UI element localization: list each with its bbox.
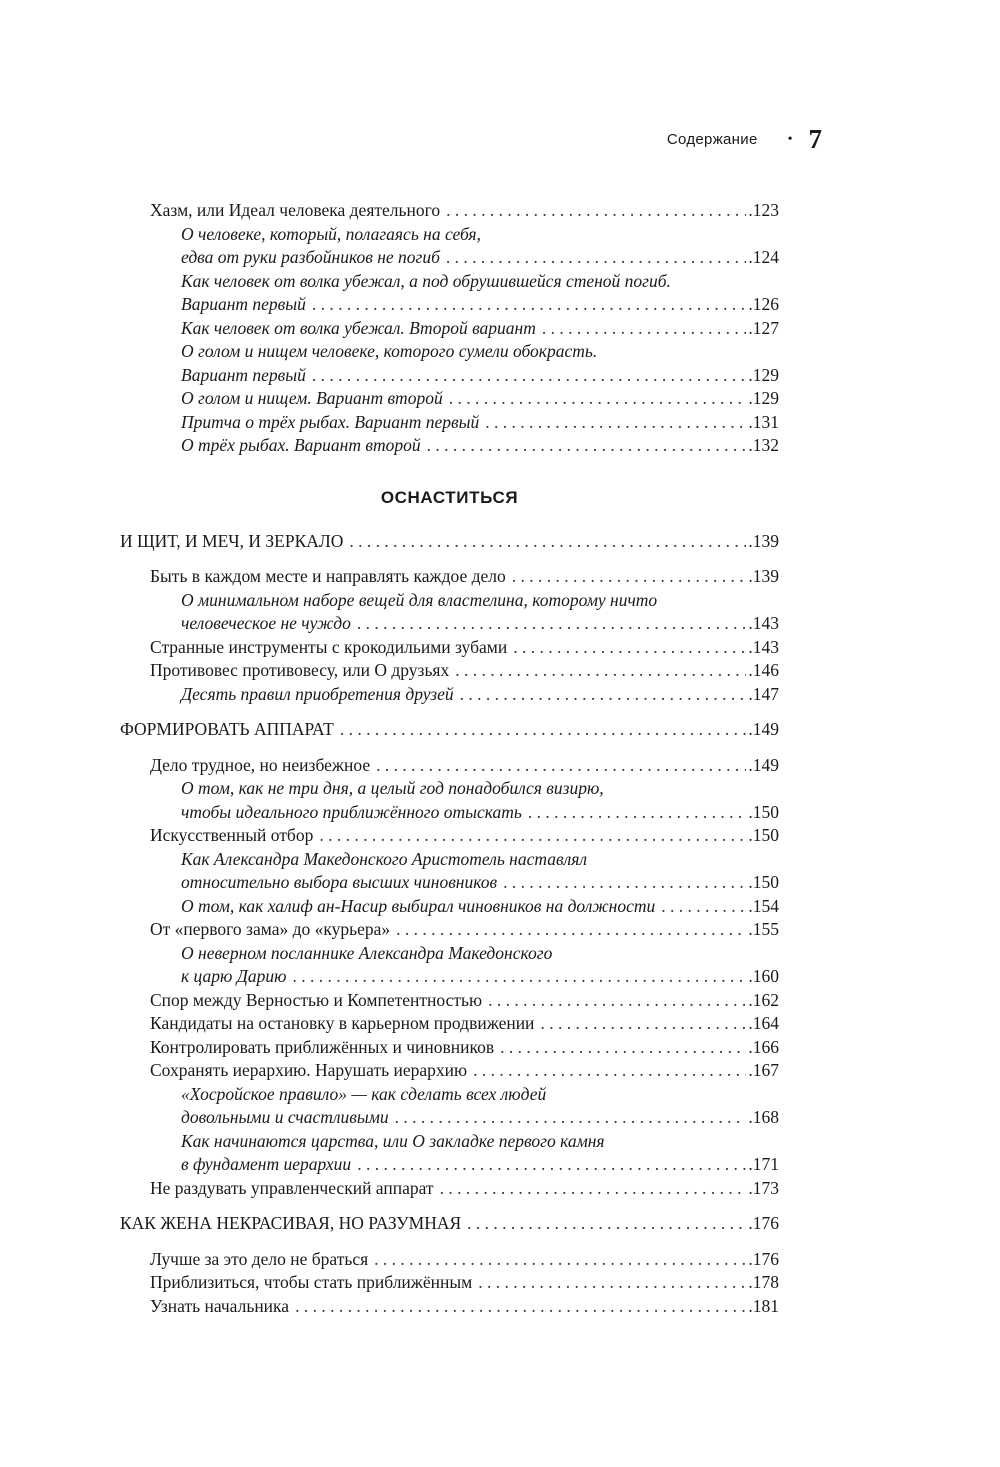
toc-entry-title: «Хосройское правило» — как сделать всех людей (181, 1083, 547, 1104)
toc-entry[interactable] (120, 636, 779, 660)
toc-entry-title: Не раздувать управленческий аппарат (150, 1177, 434, 1198)
toc-entry-page: .155 (748, 919, 779, 939)
dot-leader (661, 895, 746, 919)
toc-entry-page: .154 (748, 895, 779, 916)
dot-leader (446, 199, 746, 223)
toc-entry[interactable] (120, 317, 779, 341)
dot-leader (512, 565, 747, 589)
toc-entry[interactable] (120, 965, 779, 989)
dot-leader (446, 246, 746, 270)
toc-entry[interactable] (120, 718, 779, 742)
toc-entry-page: .146 (748, 660, 779, 680)
dot-leader (357, 1153, 746, 1177)
toc-entry[interactable] (120, 1083, 779, 1107)
toc-entry[interactable] (120, 918, 779, 942)
toc-entry-title: О голом и нищем. Вариант второй (181, 388, 443, 408)
toc-entry[interactable] (120, 1130, 779, 1154)
dot-leader (503, 871, 746, 895)
dot-leader (395, 1106, 747, 1130)
toc-entry-title: Приблизиться, чтобы стать приближённым (150, 1272, 473, 1292)
toc-entry[interactable] (120, 1059, 779, 1083)
toc-entry-page: .150 (748, 825, 779, 845)
page-number: 7 (808, 124, 822, 154)
toc-entry[interactable] (120, 1177, 779, 1201)
dot-leader (374, 1248, 746, 1272)
toc-entry[interactable] (120, 1012, 779, 1036)
toc-entry-page: .129 (748, 388, 779, 408)
toc-entry-title: О трёх рыбах. Вариант второй (181, 435, 421, 455)
toc-entry-title: О голом и нищем человеке, которого сумели обокрасть. (181, 341, 598, 361)
dot-leader (478, 1271, 746, 1295)
toc-entry[interactable] (120, 683, 779, 707)
toc-entry-page: .181 (748, 1295, 779, 1316)
toc-entry[interactable] (120, 565, 779, 589)
toc-entry[interactable] (120, 530, 779, 554)
dot-leader (500, 1036, 746, 1060)
toc-entry[interactable] (120, 1153, 779, 1177)
toc-entry-title: в фундамент иерархии (181, 1154, 352, 1174)
toc-entry[interactable] (120, 1036, 779, 1060)
toc-entry[interactable] (120, 434, 779, 458)
dot-leader (542, 317, 747, 341)
toc-entry-title: едва от руки разбойников не погиб (181, 247, 440, 267)
dot-leader (440, 1177, 747, 1201)
toc-entry-title: Как человек от волка убежал. Второй вариант (181, 317, 536, 338)
toc-entry-page: .164 (748, 1013, 779, 1033)
toc-entry-page: .162 (748, 989, 779, 1010)
toc-entry-page: .124 (748, 247, 779, 267)
toc-entry-page: .173 (748, 1177, 779, 1198)
toc-entry[interactable] (120, 895, 779, 919)
toc-entry[interactable] (120, 659, 779, 683)
toc-entry-title: Странные инструменты с крокодильими зубами (150, 636, 508, 657)
toc-entry-title: О минимальном наборе вещей для властелина, которому ничто (181, 589, 658, 610)
toc-entry-page: .171 (748, 1154, 779, 1174)
toc-entry[interactable] (120, 989, 779, 1013)
dot-leader (528, 801, 747, 825)
toc-entry-page: .123 (748, 200, 779, 220)
toc-entry-page: .149 (748, 754, 779, 775)
toc-entry-title: Вариант первый (181, 364, 306, 385)
dot-leader (473, 1059, 746, 1083)
toc-entry-title: Контролировать приближённых и чиновников (150, 1036, 495, 1057)
dot-leader (455, 659, 746, 683)
toc-entry-title: От «первого зама» до «курьера» (150, 919, 391, 939)
toc-entry-title: Быть в каждом месте и направлять каждое дело (150, 566, 506, 586)
toc-entry[interactable] (120, 293, 779, 317)
dot-leader (312, 293, 747, 317)
toc-entry-title: относительно выбора высших чиновников (181, 872, 498, 892)
dot-leader (540, 1012, 746, 1036)
toc-entry[interactable] (120, 199, 779, 223)
toc-entry-page: .176 (748, 1248, 779, 1269)
toc-entry-page: .139 (748, 530, 779, 551)
toc-entry[interactable] (120, 1295, 779, 1319)
dot-leader (319, 824, 746, 848)
toc-entry[interactable] (120, 777, 779, 801)
toc-entry-title: О человеке, который, полагаясь на себя, (181, 223, 481, 244)
toc-entry[interactable] (120, 1248, 779, 1272)
toc-entry-page: .149 (748, 719, 779, 739)
toc-entry[interactable] (120, 387, 779, 411)
toc-entry-page: .167 (748, 1060, 779, 1080)
toc-entry[interactable] (120, 824, 779, 848)
toc-entry-title: О том, как не три дня, а целый год понадобился визирю, (181, 778, 604, 798)
toc-entry-title: О том, как халиф ан-Насир выбирал чиновников на должности (181, 895, 656, 916)
dot-leader (340, 718, 747, 742)
toc-entry[interactable] (120, 589, 779, 613)
toc-entry-title: Дело трудное, но неизбежное (150, 754, 371, 775)
toc-entry-title: Лучше за это дело не браться (150, 1248, 369, 1269)
running-header (667, 124, 822, 155)
toc-entry-title: довольными и счастливыми (181, 1107, 389, 1127)
toc-entry-page: .131 (748, 411, 779, 432)
toc-entry-title: О неверном посланнике Александра Македонского (181, 942, 553, 963)
bullet-icon: • (787, 131, 793, 147)
toc-entry-page: .132 (748, 435, 779, 455)
toc-entry[interactable] (120, 223, 779, 247)
toc-entry-page: .129 (748, 364, 779, 385)
toc-entry-title: Узнать начальника (150, 1295, 290, 1316)
toc-entry-title: Как человек от волка убежал, а под обрушившейся стеной погиб. (181, 270, 671, 291)
toc-entry-title: к царю Дарию (181, 966, 287, 986)
toc-entry[interactable] (120, 848, 779, 872)
dot-leader (357, 612, 747, 636)
toc-entry-page: .126 (748, 294, 779, 314)
dot-leader (292, 965, 746, 989)
toc-entry-page: .160 (748, 966, 779, 986)
dot-leader (488, 989, 746, 1013)
toc-entry-title: человеческое не чуждо (181, 613, 351, 633)
toc-entry-title: Кандидаты на остановку в карьерном продвижении (150, 1013, 535, 1033)
dot-leader (467, 1212, 746, 1236)
toc-entry-title: Как Александра Македонского Аристотель наставлял (181, 848, 587, 869)
toc-entry-title: Десять правил приобретения друзей (181, 683, 454, 704)
toc-entry-page: .143 (748, 613, 779, 633)
toc-entry-page: .150 (748, 872, 779, 892)
toc-entry-page: .147 (748, 683, 779, 704)
dot-leader (449, 387, 747, 411)
toc-entry[interactable] (120, 871, 779, 895)
dot-leader (312, 364, 747, 388)
toc-entry-page: .168 (748, 1107, 779, 1127)
toc-entry[interactable] (120, 364, 779, 388)
toc-entry[interactable] (120, 411, 779, 435)
toc-entry[interactable] (120, 270, 779, 294)
dot-leader (349, 530, 746, 554)
toc-entry[interactable] (120, 801, 779, 825)
toc-entry[interactable] (120, 1212, 779, 1236)
toc-entry-page: .150 (748, 801, 779, 822)
toc-entry-page: .127 (748, 317, 779, 338)
toc-entry[interactable] (120, 1271, 779, 1295)
toc-entry[interactable] (120, 246, 779, 270)
dot-leader (396, 918, 746, 942)
dot-leader (427, 434, 747, 458)
toc-entry-title: Сохранять иерархию. Нарушать иерархию (150, 1060, 468, 1080)
toc-entry-title: Спор между Верностью и Компетентностью (150, 989, 483, 1010)
toc-entry-title: Вариант первый (181, 294, 306, 314)
section-heading: ОСНАСТИТЬСЯ (380, 487, 519, 507)
toc-entry[interactable] (120, 340, 779, 364)
table-of-contents (120, 199, 779, 1318)
toc-entry-title: чтобы идеального приближённого отыскать (181, 801, 522, 822)
dot-leader (376, 754, 746, 778)
toc-entry-title: Притча о трёх рыбах. Вариант первый (181, 411, 480, 432)
toc-entry-title: Хазм, или Идеал человека деятельного (150, 200, 441, 220)
toc-entry-title: Искусственный отбор (150, 825, 314, 845)
toc-entry-page: .143 (748, 636, 779, 657)
toc-entry-page: .166 (748, 1036, 779, 1057)
toc-entry-title: Противовес противовесу, или О друзьях (150, 660, 450, 680)
toc-entry[interactable] (120, 1106, 779, 1130)
toc-entry[interactable] (120, 942, 779, 966)
toc-entry-page: .139 (748, 566, 779, 586)
toc-entry-page: .178 (748, 1272, 779, 1292)
toc-entry-page: .176 (748, 1213, 779, 1233)
toc-entry[interactable] (120, 754, 779, 778)
toc-entry[interactable] (120, 612, 779, 636)
dot-leader (513, 636, 746, 660)
dot-leader (295, 1295, 746, 1319)
dot-leader (460, 683, 747, 707)
header-title: Содержание (666, 131, 758, 148)
toc-entry-title: ФОРМИРОВАТЬ АППАРАТ (120, 719, 334, 739)
dot-leader (485, 411, 746, 435)
toc-entry-title: И ЩИТ, И МЕЧ, И ЗЕРКАЛО (120, 530, 344, 551)
toc-entry-title: КАК ЖЕНА НЕКРАСИВАЯ, НО РАЗУМНАЯ (120, 1213, 462, 1233)
toc-entry-title: Как начинаются царства, или О закладке первого камня (181, 1130, 605, 1151)
